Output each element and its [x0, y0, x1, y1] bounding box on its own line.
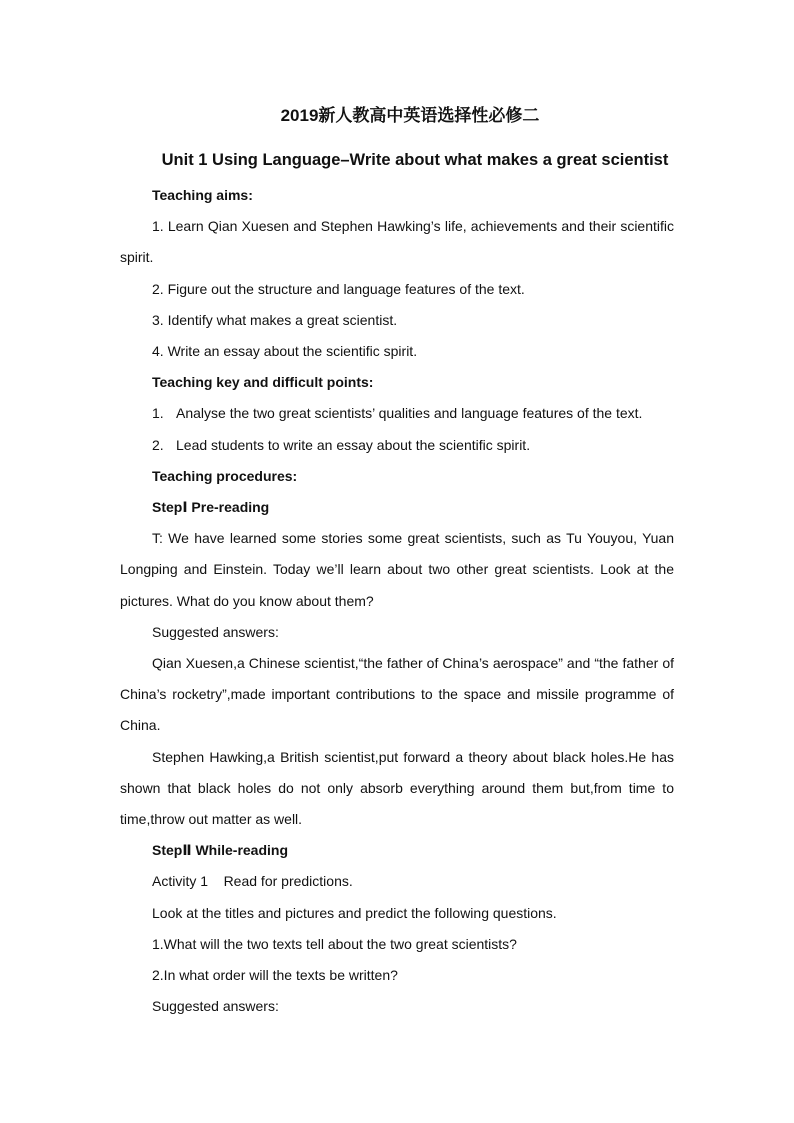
teaching-aims-heading: Teaching aims: [152, 187, 253, 203]
activity-1-title: Activity 1 Read for predictions. [152, 873, 353, 890]
key-point-2-number: 2. [152, 436, 164, 453]
step-1-teacher-prompt: T: We have learned some stories some great scientists, such as Tu Youyou, Yuan Longping and Einstein. Today we’ll learn about two other great scientists. Look at the pictures. What do you know about them? [120, 530, 674, 609]
suggested-answers-label-2: Suggested answers: [152, 998, 279, 1015]
document-title-english: Unit 1 Using Language–Write about what makes a great scientist [161, 151, 669, 169]
answer-stephen-hawking: Stephen Hawking,a British scientist,put forward a theory about black holes.He has shown that black holes do not only absorb everything around them but,from time to time,throw out matter as well. [120, 748, 674, 828]
teaching-aim-4: 4. Write an essay about the scientific spirit. [152, 343, 418, 360]
step-2-heading: StepⅡ While-reading [152, 842, 289, 859]
key-point-2-text: Lead students to write an essay about the scientific spirit. [176, 436, 531, 453]
teaching-procedures-heading: Teaching procedures: [152, 467, 298, 484]
key-points-heading: Teaching key and difficult points: [152, 374, 374, 391]
key-point-1-number: 1. [152, 405, 164, 422]
step-1-heading: StepⅠ Pre-reading [152, 499, 270, 516]
key-point-1-text: Analyse the two great scientists’ qualities and language features of the text. [176, 405, 643, 422]
suggested-answers-label-1: Suggested answers: [152, 623, 279, 640]
prediction-question-2: 2.In what order will the texts be written? [152, 967, 398, 984]
key-point-1 [120, 398, 674, 429]
answer-qian-xuesen: Qian Xuesen,a Chinese scientist,“the father of China’s aerospace” and “the father of China’s rocketry”,made important contributions to the space and missile programme of China. [120, 655, 674, 734]
key-point-2 [120, 430, 674, 461]
document-body [120, 104, 674, 1022]
teaching-aim-3: 3. Identify what makes a great scientist. [152, 311, 398, 328]
prediction-question-1: 1.What will the two texts tell about the two great scientists? [152, 935, 517, 952]
activity-1-instruction: Look at the titles and pictures and predict the following questions. [152, 904, 557, 921]
document-title-chinese: 2019新人教高中英语选择性必修二 [280, 106, 540, 125]
teaching-aim-2: 2. Figure out the structure and language features of the text. [152, 280, 525, 297]
teaching-aim-1: 1. Learn Qian Xuesen and Stephen Hawking’s life, achievements and their scientific spirit. [120, 218, 674, 266]
